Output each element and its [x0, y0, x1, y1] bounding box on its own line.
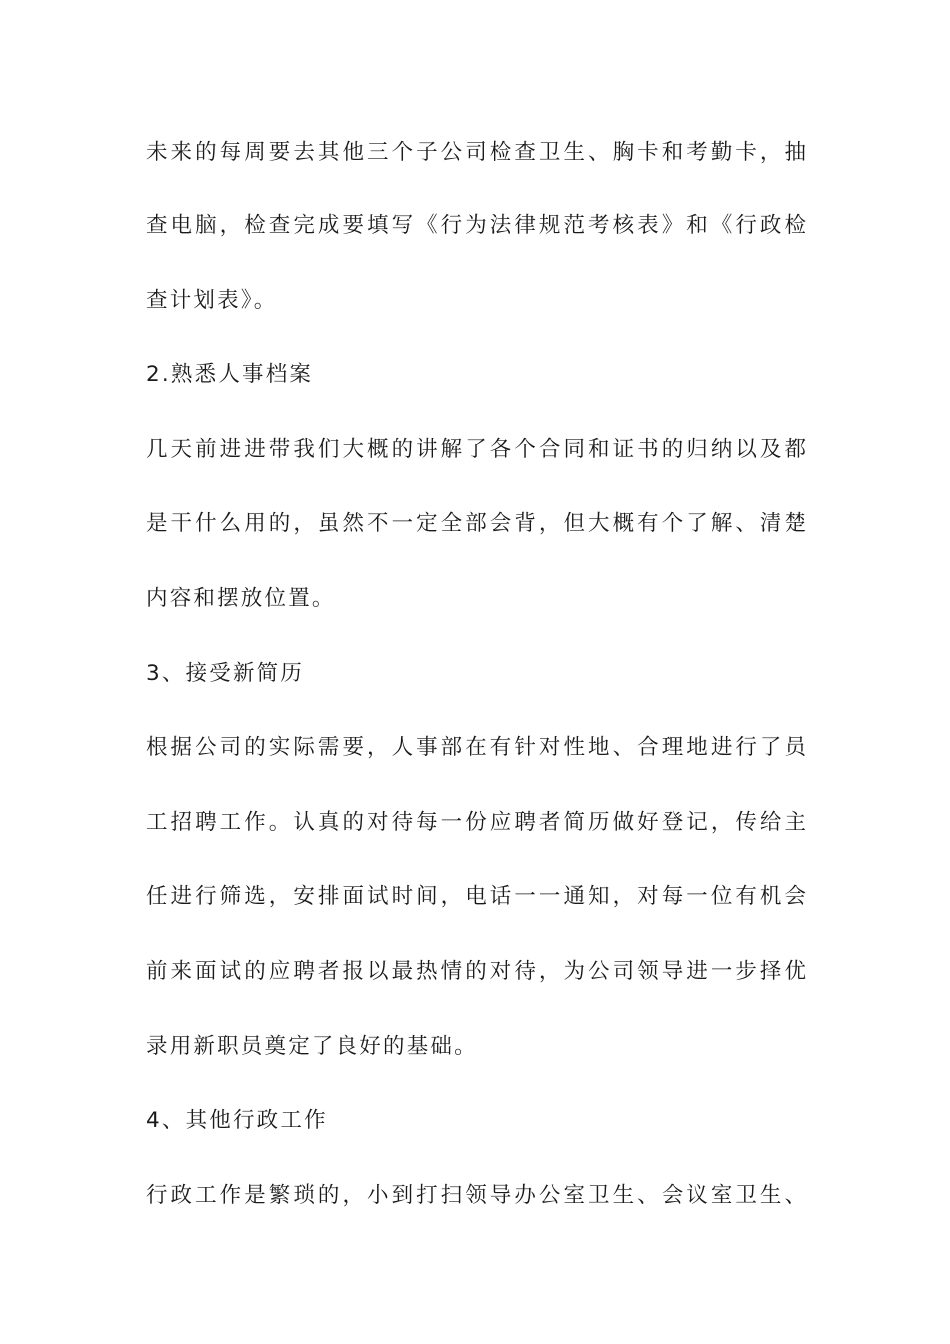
paragraph-line: 未来的每周要去其他三个子公司检查卫生、胸卡和考勤卡，抽 [146, 140, 806, 165]
paragraph-line: 几天前进进带我们大概的讲解了各个合同和证书的归纳以及都 [146, 437, 806, 462]
paragraph-line: 行政工作是繁琐的，小到打扫领导办公室卫生、会议室卫生、 [146, 1183, 806, 1208]
section-heading: 3、接受新简历 [146, 661, 305, 686]
paragraph-line: 查电脑，检查完成要填写《行为法律规范考核表》和《行政检 [146, 213, 806, 238]
section-heading: 2.熟悉人事档案 [146, 362, 314, 387]
section-heading: 4、其他行政工作 [146, 1108, 328, 1133]
paragraph-line: 前来面试的应聘者报以最热情的对待，为公司领导进一步择优 [146, 959, 806, 984]
paragraph-line: 是干什么用的，虽然不一定全部会背，但大概有个了解、清楚 [146, 511, 806, 536]
paragraph-line: 内容和摆放位置。 [146, 586, 336, 611]
paragraph-line: 工招聘工作。认真的对待每一份应聘者简历做好登记，传给主 [146, 810, 806, 835]
paragraph-line: 查计划表》。 [146, 288, 278, 313]
paragraph-line: 根据公司的实际需要，人事部在有针对性地、合理地进行了员 [146, 735, 806, 760]
paragraph-line: 录用新职员奠定了良好的基础。 [146, 1034, 478, 1059]
paragraph-line: 任进行筛选，安排面试时间，电话一一通知，对每一位有机会 [146, 884, 806, 909]
